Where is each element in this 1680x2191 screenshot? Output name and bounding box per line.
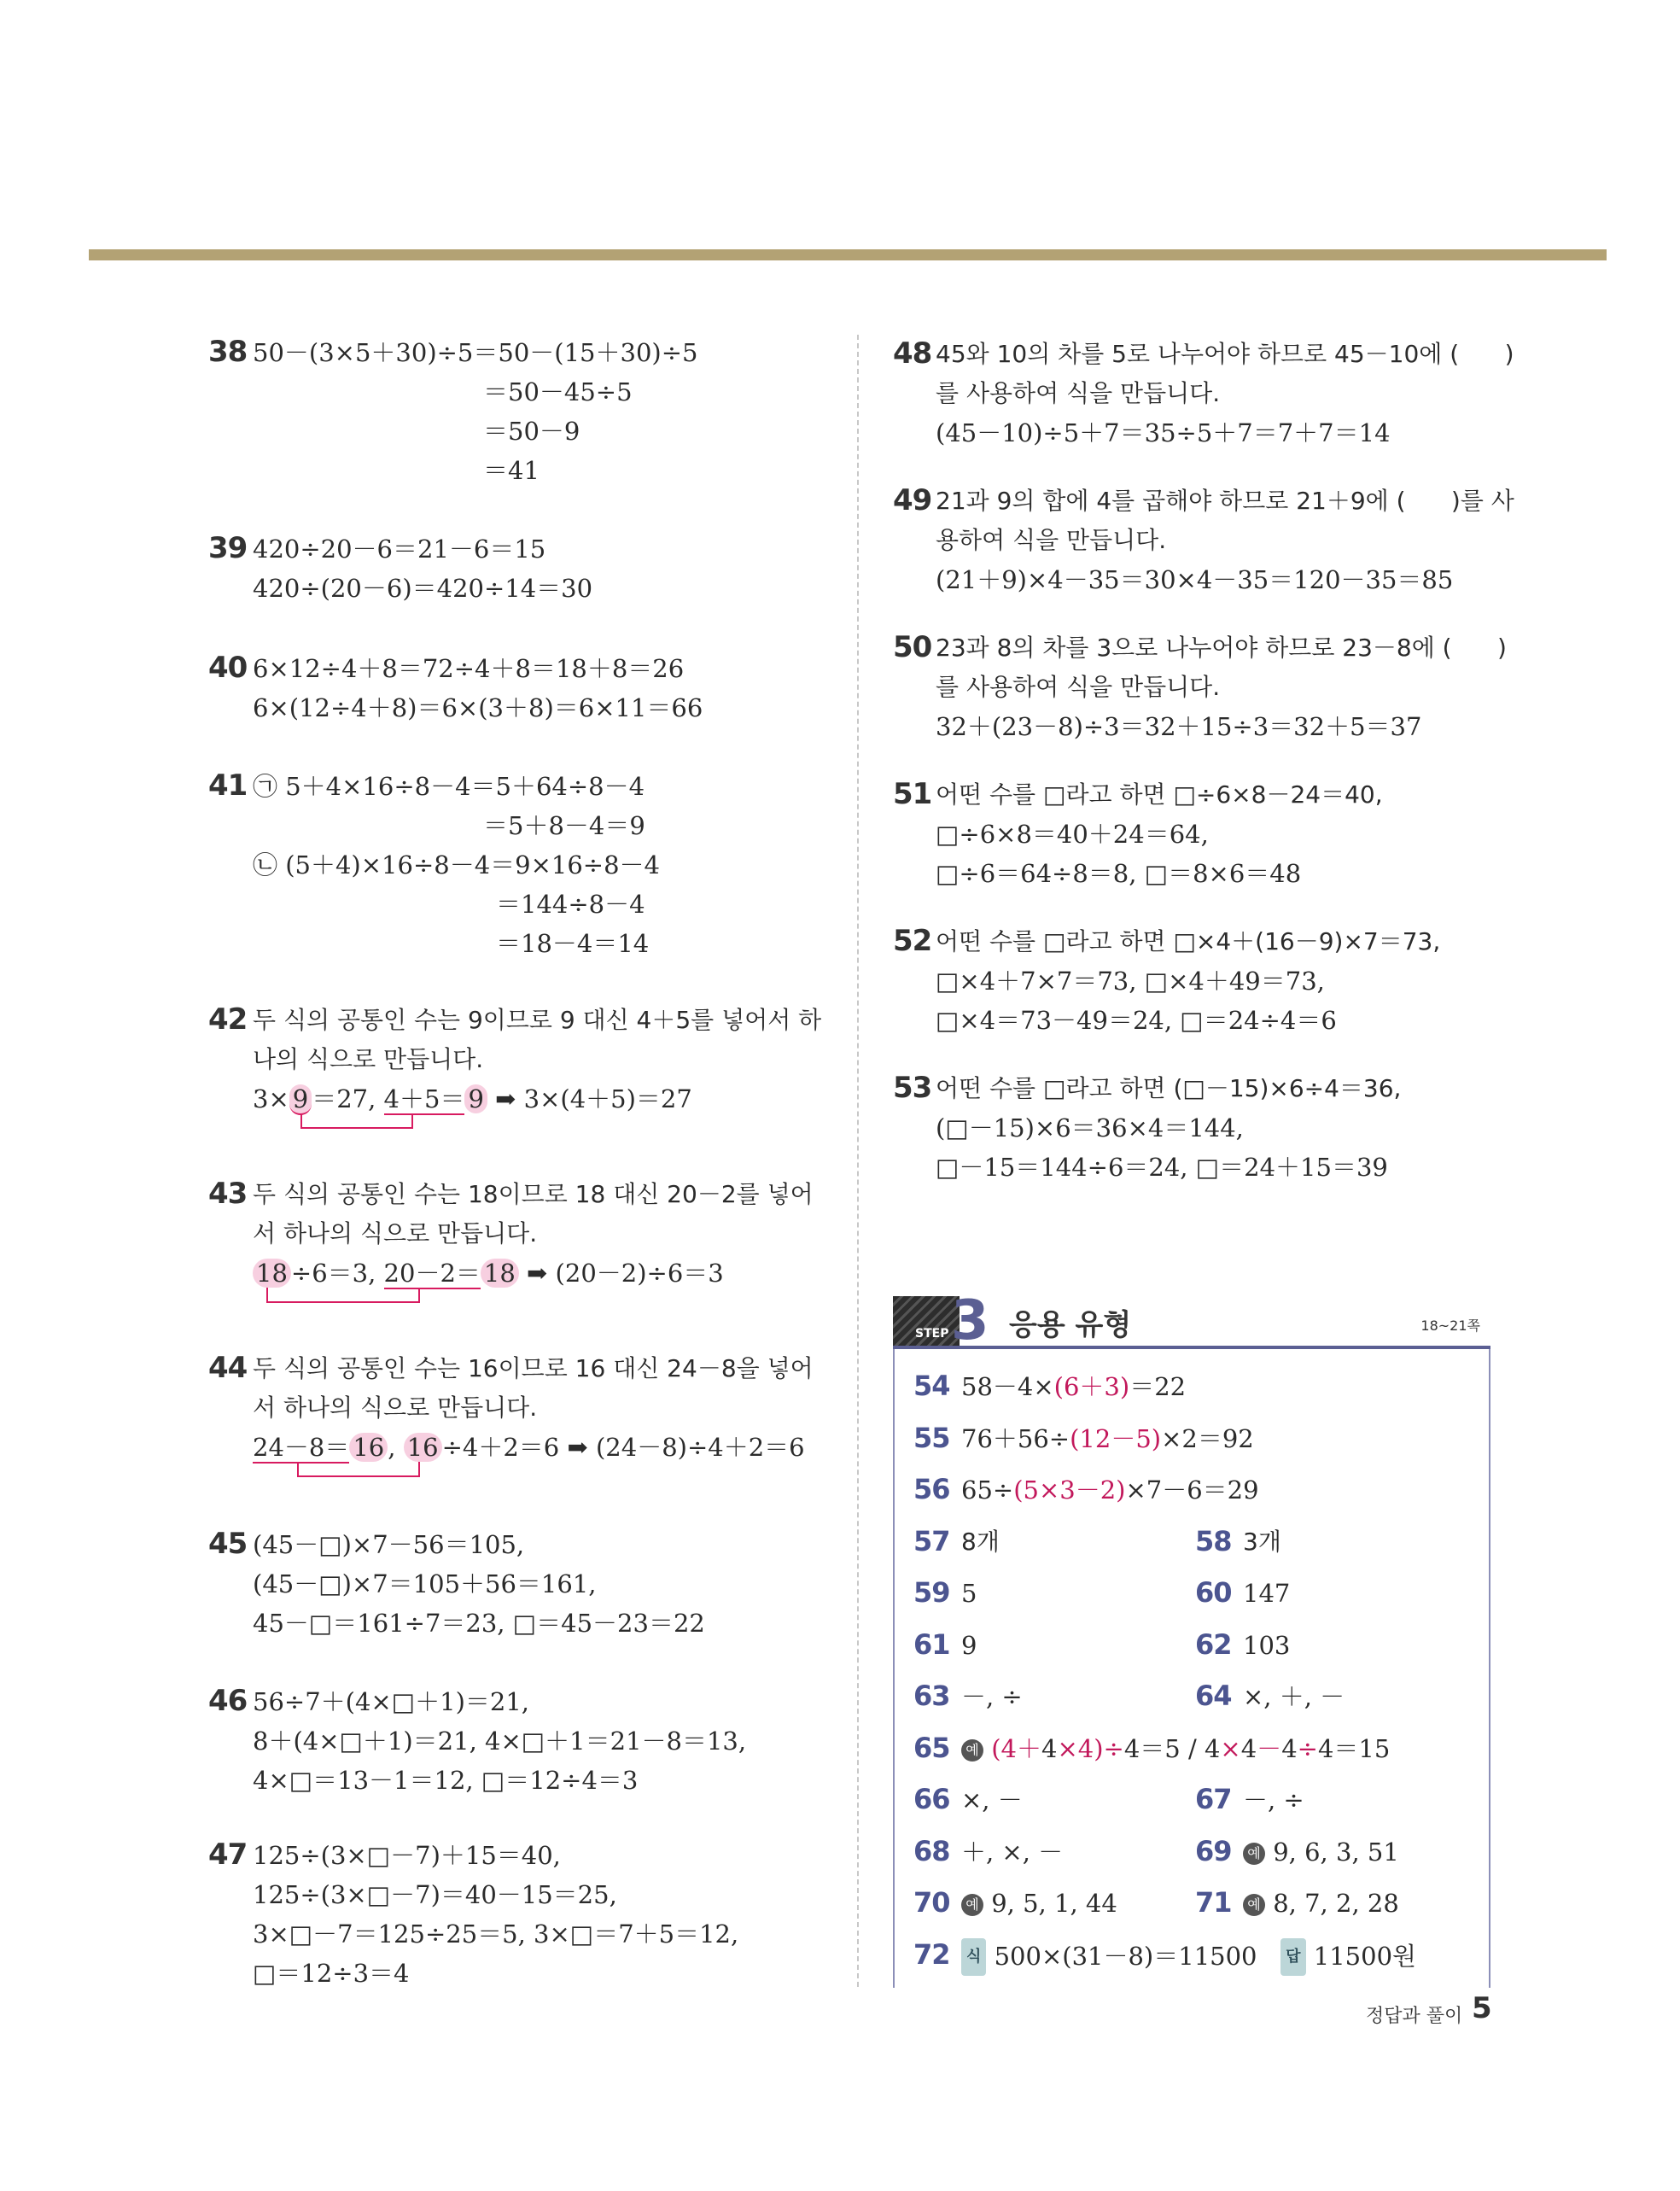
solution-line: 420÷(20－6)＝420÷14＝30 bbox=[253, 574, 593, 603]
solution-line: ㉠ 5＋4×16÷8－4＝5＋64÷8－4 bbox=[253, 772, 645, 801]
example-mark: 예 bbox=[961, 1894, 983, 1916]
step3-section bbox=[893, 1289, 1490, 1988]
solution-line: (□－15)×6＝36×4＝144, bbox=[936, 1113, 1244, 1142]
answer-row bbox=[913, 1881, 1477, 1933]
example-mark: 예 bbox=[1243, 1843, 1265, 1865]
answer-number: 66 bbox=[913, 1783, 950, 1815]
operator: ＋ bbox=[1016, 1733, 1041, 1763]
answer-number: 72 bbox=[913, 1937, 950, 1971]
solution-line: 두 식의 공통인 수는 18이므로 18 대신 20－2를 넣어 bbox=[253, 1180, 814, 1208]
operator: × bbox=[1220, 1733, 1241, 1763]
solution-line: 나의 식으로 만듭니다. bbox=[253, 1045, 484, 1073]
solution-line bbox=[253, 1428, 814, 1467]
answer-value bbox=[961, 1422, 1254, 1456]
highlighted-number: 16 bbox=[404, 1433, 442, 1462]
parenthesized-part: (12－5) bbox=[1070, 1423, 1162, 1453]
parenthesized-part: (5×3－2) bbox=[1013, 1475, 1126, 1504]
page-number: 5 bbox=[1472, 1991, 1492, 2025]
answer-number: 68 bbox=[913, 1834, 950, 1867]
expr-part: 4 bbox=[1281, 1733, 1298, 1763]
answer-row bbox=[913, 1468, 1477, 1520]
answer-value bbox=[1243, 1835, 1399, 1869]
answer-row bbox=[913, 1364, 1477, 1417]
expr-part: 9, 5, 1, 44 bbox=[991, 1889, 1117, 1918]
answer-value: 8개 bbox=[961, 1527, 1000, 1556]
solution-line: 어떤 수를 □라고 하면 (□－15)×6÷4＝36, bbox=[936, 1074, 1402, 1102]
substitution-arrow bbox=[297, 1462, 420, 1477]
answer-row bbox=[913, 1933, 1477, 1985]
solution-line: 를 사용하여 식을 만듭니다. bbox=[936, 673, 1221, 701]
solution-line: ＝50－45÷5 bbox=[483, 377, 633, 406]
solution-line bbox=[253, 1079, 821, 1119]
problem-number: 48 bbox=[893, 336, 932, 371]
problem-number: 49 bbox=[893, 483, 932, 517]
step-box-right-border bbox=[1489, 1349, 1490, 1988]
answer-chip: 답 bbox=[1280, 1938, 1305, 1976]
solution-line: 45－□＝161÷7＝23, □＝45－23＝22 bbox=[253, 1609, 705, 1638]
answer-row bbox=[913, 1830, 1477, 1882]
answer-value: ×, － bbox=[961, 1785, 1023, 1814]
solution-line: □×4＋7×7＝73, □×4＋49＝73, bbox=[936, 967, 1325, 996]
answer-number: 59 bbox=[913, 1576, 950, 1609]
solution-line: □÷6＝64÷8＝8, □＝8×6＝48 bbox=[936, 859, 1302, 888]
final-answer: 11500원 bbox=[1313, 1941, 1417, 1971]
answer-value: ＋, ×, － bbox=[961, 1837, 1064, 1867]
solution-line: 21과 9의 합에 4를 곱해야 하므로 21＋9에 ( )를 사 bbox=[936, 487, 1514, 515]
expr-part: 8, 7, 2, 28 bbox=[1273, 1889, 1399, 1918]
answer-value: 3개 bbox=[1243, 1527, 1281, 1556]
problem-number: 50 bbox=[893, 630, 932, 664]
expr-part: , bbox=[388, 1433, 404, 1462]
column-divider bbox=[857, 335, 859, 1987]
solution-line: 4×□＝13－1＝12, □＝12÷4＝3 bbox=[253, 1766, 639, 1795]
answer-value bbox=[961, 1938, 1416, 1976]
answer-number: 70 bbox=[913, 1886, 950, 1919]
expr-part: ÷4＋2＝6 ➡ (24－8)÷4＋2＝6 bbox=[441, 1433, 805, 1462]
step3-header bbox=[893, 1289, 1490, 1353]
answer-value bbox=[961, 1732, 1390, 1766]
expr-part: ➡ (20－2)÷6＝3 bbox=[518, 1259, 724, 1288]
substitution-arrow bbox=[266, 1288, 420, 1303]
problem-number: 53 bbox=[893, 1071, 932, 1105]
answer-row bbox=[913, 1674, 1477, 1727]
operator: ÷ bbox=[1103, 1733, 1124, 1763]
solution-line: ＝50－9 bbox=[483, 417, 580, 446]
answer-row bbox=[913, 1571, 1477, 1623]
solution-line: ＝5＋8－4＝9 bbox=[483, 811, 645, 840]
step-box-left-border bbox=[893, 1349, 895, 1988]
answer-value bbox=[961, 1886, 1117, 1920]
answer-number: 64 bbox=[1195, 1680, 1232, 1712]
solution-line: 56÷7＋(4×□＋1)＝21, bbox=[253, 1687, 529, 1716]
answer-number: 63 bbox=[913, 1680, 950, 1712]
step-number: 3 bbox=[951, 1289, 989, 1353]
answer-number: 60 bbox=[1195, 1576, 1232, 1609]
solution-line: □－15＝144÷6＝24, □＝24＋15＝39 bbox=[936, 1153, 1388, 1182]
solution-line: 50－(3×5＋30)÷5＝50－(15＋30)÷5 bbox=[253, 338, 698, 367]
solution-line: ＝18－4＝14 bbox=[496, 929, 650, 958]
problem-number: 40 bbox=[208, 651, 248, 685]
answer-value bbox=[961, 1370, 1186, 1404]
solution-line: 32＋(23－8)÷3＝32＋15÷3＝32＋5＝37 bbox=[936, 712, 1422, 741]
operator: × bbox=[1057, 1733, 1078, 1763]
answer-number: 65 bbox=[913, 1731, 950, 1764]
step-page-range: 18~21쪽 bbox=[1420, 1318, 1480, 1334]
problem-number: 51 bbox=[893, 777, 932, 811]
operator: － bbox=[1257, 1733, 1282, 1763]
solution-line: 서 하나의 식으로 만듭니다. bbox=[253, 1219, 538, 1247]
problem-number: 47 bbox=[208, 1838, 248, 1872]
solution-line: 두 식의 공통인 수는 16이므로 16 대신 24－8을 넣어 bbox=[253, 1354, 814, 1382]
answer-row bbox=[913, 1623, 1477, 1675]
answer-row bbox=[913, 1778, 1477, 1830]
expr-part: 4 bbox=[1041, 1733, 1058, 1763]
answer-value bbox=[1243, 1886, 1399, 1920]
answer-number: 62 bbox=[1195, 1627, 1232, 1661]
solution-line: (45－□)×7－56＝105, bbox=[253, 1530, 525, 1559]
expr-part: 500×(31－8)＝11500 bbox=[994, 1941, 1257, 1971]
answer-number: 54 bbox=[913, 1370, 950, 1402]
expr-part: 3× bbox=[253, 1084, 289, 1113]
expr-part: ＝22 bbox=[1129, 1372, 1187, 1401]
answer-value: 5 bbox=[961, 1579, 977, 1608]
solution-line: (45－□)×7＝105＋56＝161, bbox=[253, 1569, 597, 1598]
answer-number: 56 bbox=[913, 1473, 950, 1505]
problem-number: 44 bbox=[208, 1351, 248, 1385]
expr-part: ➡ 3×(4＋5)＝27 bbox=[487, 1084, 692, 1113]
problem-number: 43 bbox=[208, 1177, 248, 1211]
answer-row bbox=[913, 1727, 1477, 1779]
solution-line: □×4＝73－49＝24, □＝24÷4＝6 bbox=[936, 1006, 1337, 1035]
expr-part: 4) bbox=[1077, 1733, 1104, 1763]
problem-number: 42 bbox=[208, 1002, 248, 1037]
step-title: 응용 유형 bbox=[1009, 1308, 1132, 1342]
footer-label: 정답과 풀이 bbox=[1366, 2006, 1463, 2027]
parenthesized-part: (6＋3) bbox=[1053, 1372, 1130, 1401]
solution-line: 용하여 식을 만듭니다. bbox=[936, 526, 1167, 554]
solution-line: 125÷(3×□－7)＋15＝40, bbox=[253, 1841, 561, 1870]
solution-line: 420÷20－6＝21－6＝15 bbox=[253, 535, 546, 564]
answer-row bbox=[913, 1417, 1477, 1469]
solution-line: 8＋(4×□＋1)＝21, 4×□＋1＝21－8＝13, bbox=[253, 1727, 747, 1756]
expr-part: (4 bbox=[991, 1733, 1017, 1763]
answer-number: 61 bbox=[913, 1627, 950, 1661]
solution-line bbox=[253, 1253, 814, 1293]
answer-number: 55 bbox=[913, 1421, 950, 1454]
answer-row bbox=[913, 1520, 1477, 1572]
solution-line: (21＋9)×4－35＝30×4－35＝120－35＝85 bbox=[936, 565, 1454, 594]
answer-value: 147 bbox=[1243, 1579, 1291, 1608]
expr-part: 4＝5 / 4 bbox=[1123, 1733, 1221, 1763]
solution-line: □÷6×8＝40＋24＝64, bbox=[936, 820, 1209, 849]
solution-line: 3×□－7＝125÷25＝5, 3×□＝7＋5＝12, bbox=[253, 1919, 739, 1949]
answer-number: 57 bbox=[913, 1524, 950, 1557]
solution-line: 어떤 수를 □라고 하면 □×4＋(16－9)×7＝73, bbox=[936, 927, 1441, 955]
example-mark: 예 bbox=[961, 1739, 983, 1762]
expr-part: 9, 6, 3, 51 bbox=[1273, 1837, 1399, 1867]
operator: ÷ bbox=[1297, 1733, 1318, 1763]
problem-number: 39 bbox=[208, 531, 248, 565]
answer-number: 69 bbox=[1195, 1834, 1232, 1867]
step3-answers bbox=[913, 1364, 1477, 1984]
underlined-expr: 24－8＝ bbox=[253, 1433, 350, 1462]
formula-chip: 식 bbox=[961, 1938, 986, 1976]
solution-line: 6×12÷4＋8＝72÷4＋8＝18＋8＝26 bbox=[253, 654, 685, 683]
step-label: STEP bbox=[915, 1327, 949, 1341]
expr-part: ＝27, bbox=[312, 1084, 384, 1113]
highlighted-number: 18 bbox=[481, 1259, 519, 1288]
solution-line: 서 하나의 식으로 만듭니다. bbox=[253, 1393, 538, 1422]
answer-number: 71 bbox=[1195, 1886, 1232, 1919]
answer-value: 9 bbox=[961, 1630, 977, 1660]
solution-line: 어떤 수를 □라고 하면 □÷6×8－24＝40, bbox=[936, 780, 1383, 809]
problem-number: 38 bbox=[208, 335, 248, 369]
expr-part: 58－4× bbox=[961, 1372, 1054, 1401]
answer-value: －, ÷ bbox=[961, 1682, 1023, 1711]
solution-line: 두 식의 공통인 수는 9이므로 9 대신 4＋5를 넣어서 하 bbox=[253, 1006, 822, 1034]
highlighted-number: 16 bbox=[349, 1433, 388, 1462]
solution-line: 125÷(3×□－7)＝40－15＝25, bbox=[253, 1880, 617, 1909]
solution-line: 45와 10의 차를 5로 나누어야 하므로 45－10에 ( ) bbox=[936, 340, 1514, 368]
highlighted-number: 18 bbox=[253, 1259, 291, 1288]
problem-number: 52 bbox=[893, 924, 932, 958]
highlighted-number: 9 bbox=[464, 1084, 487, 1113]
solution-line: 23과 8의 차를 3으로 나누어야 하므로 23－8에 ( ) bbox=[936, 634, 1507, 662]
substitution-arrow bbox=[300, 1113, 413, 1129]
expr-part: 4 bbox=[1240, 1733, 1257, 1763]
highlighted-number: 9 bbox=[289, 1084, 312, 1115]
answer-value bbox=[961, 1473, 1259, 1507]
example-mark: 예 bbox=[1243, 1894, 1265, 1916]
underlined-expr: 20－2＝ bbox=[383, 1259, 481, 1288]
expr-part: 65÷ bbox=[961, 1475, 1014, 1504]
answer-value: －, ÷ bbox=[1243, 1785, 1304, 1814]
problem-number: 45 bbox=[208, 1527, 248, 1561]
solution-line: 6×(12÷4＋8)＝6×(3＋8)＝6×11＝66 bbox=[253, 693, 703, 722]
solution-line: 를 사용하여 식을 만듭니다. bbox=[936, 379, 1221, 407]
header-rule bbox=[89, 249, 1607, 260]
expr-part: ×7－6＝29 bbox=[1125, 1475, 1259, 1504]
solution-line: ＝41 bbox=[483, 456, 540, 485]
underlined-expr: 4＋5＝ bbox=[383, 1084, 465, 1113]
answer-number: 67 bbox=[1195, 1783, 1232, 1815]
problem-number: 46 bbox=[208, 1684, 248, 1718]
solution-line: (45－10)÷5＋7＝35÷5＋7＝7＋7＝14 bbox=[936, 418, 1391, 447]
solution-line: ＝144÷8－4 bbox=[496, 890, 645, 919]
expr-part: ÷6＝3, bbox=[290, 1259, 384, 1288]
answer-value: ×, ＋, － bbox=[1243, 1682, 1345, 1711]
solution-line: □＝12÷3＝4 bbox=[253, 1959, 410, 1988]
expr-part: 76＋56÷ bbox=[961, 1423, 1070, 1453]
expr-part: ×2＝92 bbox=[1161, 1423, 1254, 1453]
solution-line: ㉡ (5＋4)×16÷8－4＝9×16÷8－4 bbox=[253, 850, 660, 879]
expr-part: 4＝15 bbox=[1317, 1733, 1391, 1763]
problem-number: 41 bbox=[208, 768, 248, 803]
answer-value: 103 bbox=[1243, 1630, 1291, 1660]
answer-number: 58 bbox=[1195, 1524, 1232, 1557]
